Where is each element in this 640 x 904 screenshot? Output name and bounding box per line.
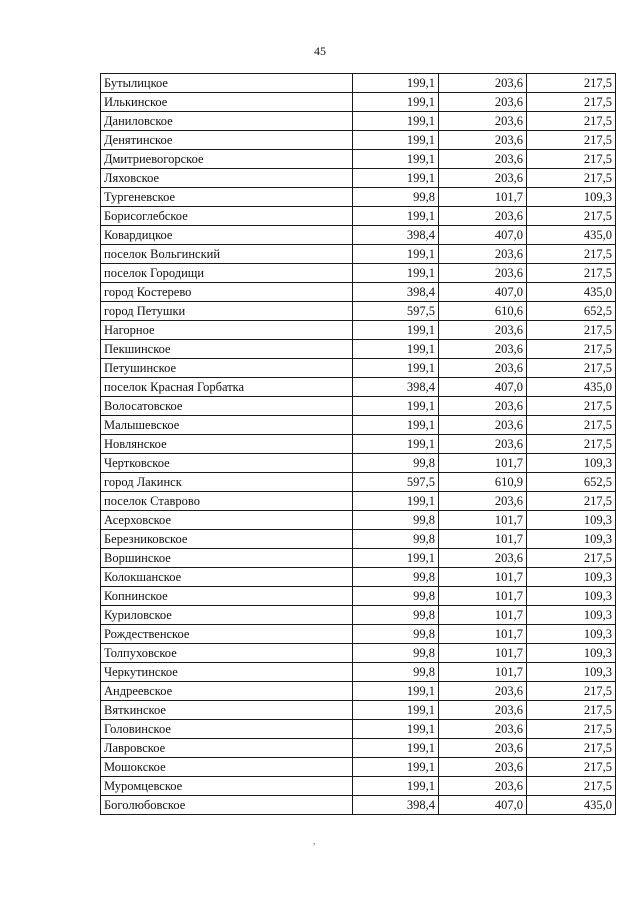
- settlement-name-cell: поселок Городищи: [101, 264, 353, 283]
- table-row: [101, 131, 616, 150]
- value-cell-1: 398,4: [353, 283, 439, 302]
- value-cell-3: 217,5: [527, 492, 616, 511]
- value-cell-2: 610,6: [439, 302, 527, 321]
- value-cell-2: 203,6: [439, 549, 527, 568]
- value-cell-2: 203,6: [439, 682, 527, 701]
- table-body: [101, 74, 616, 815]
- value-cell-1: 199,1: [353, 397, 439, 416]
- value-cell-3: 217,5: [527, 264, 616, 283]
- value-cell-2: 203,6: [439, 720, 527, 739]
- table-row: [101, 530, 616, 549]
- value-cell-2: 101,7: [439, 188, 527, 207]
- value-cell-1: 597,5: [353, 302, 439, 321]
- value-cell-1: 199,1: [353, 435, 439, 454]
- value-cell-1: 99,8: [353, 587, 439, 606]
- value-cell-1: 99,8: [353, 530, 439, 549]
- value-cell-2: 203,6: [439, 777, 527, 796]
- table-row: [101, 188, 616, 207]
- value-cell-2: 101,7: [439, 511, 527, 530]
- value-cell-2: 101,7: [439, 625, 527, 644]
- value-cell-3: 109,3: [527, 511, 616, 530]
- value-cell-1: 199,1: [353, 682, 439, 701]
- value-cell-3: 217,5: [527, 245, 616, 264]
- allocation-table: [100, 73, 616, 815]
- settlement-name-cell: Куриловское: [101, 606, 353, 625]
- value-cell-1: 398,4: [353, 796, 439, 815]
- value-cell-3: 652,5: [527, 473, 616, 492]
- table-row: [101, 473, 616, 492]
- settlement-name-cell: Копнинское: [101, 587, 353, 606]
- value-cell-1: 199,1: [353, 245, 439, 264]
- value-cell-2: 407,0: [439, 283, 527, 302]
- value-cell-3: 217,5: [527, 777, 616, 796]
- value-cell-3: 435,0: [527, 226, 616, 245]
- value-cell-2: 203,6: [439, 416, 527, 435]
- table-row: [101, 587, 616, 606]
- value-cell-1: 99,8: [353, 188, 439, 207]
- table-row: [101, 701, 616, 720]
- value-cell-1: 199,1: [353, 720, 439, 739]
- table-row: [101, 606, 616, 625]
- settlement-name-cell: Березниковское: [101, 530, 353, 549]
- value-cell-3: 217,5: [527, 340, 616, 359]
- value-cell-1: 199,1: [353, 758, 439, 777]
- value-cell-3: 217,5: [527, 720, 616, 739]
- value-cell-2: 610,9: [439, 473, 527, 492]
- value-cell-3: 217,5: [527, 321, 616, 340]
- value-cell-3: 109,3: [527, 188, 616, 207]
- value-cell-1: 398,4: [353, 378, 439, 397]
- table-row: [101, 625, 616, 644]
- settlement-name-cell: Воршинское: [101, 549, 353, 568]
- table-row: [101, 758, 616, 777]
- value-cell-3: 217,5: [527, 74, 616, 93]
- table-row: [101, 283, 616, 302]
- value-cell-2: 203,6: [439, 131, 527, 150]
- settlement-name-cell: Даниловское: [101, 112, 353, 131]
- value-cell-2: 203,6: [439, 758, 527, 777]
- value-cell-1: 199,1: [353, 264, 439, 283]
- settlement-name-cell: Андреевское: [101, 682, 353, 701]
- value-cell-1: 597,5: [353, 473, 439, 492]
- table-row: [101, 492, 616, 511]
- stray-mark: ,: [313, 836, 316, 846]
- value-cell-2: 101,7: [439, 530, 527, 549]
- value-cell-1: 199,1: [353, 74, 439, 93]
- value-cell-3: 217,5: [527, 112, 616, 131]
- table-row: [101, 245, 616, 264]
- value-cell-3: 109,3: [527, 530, 616, 549]
- settlement-name-cell: Ляховское: [101, 169, 353, 188]
- settlement-name-cell: Рождественское: [101, 625, 353, 644]
- value-cell-3: 109,3: [527, 454, 616, 473]
- value-cell-2: 203,6: [439, 492, 527, 511]
- value-cell-3: 217,5: [527, 682, 616, 701]
- table-row: [101, 74, 616, 93]
- value-cell-3: 217,5: [527, 416, 616, 435]
- value-cell-3: 435,0: [527, 283, 616, 302]
- value-cell-2: 203,6: [439, 739, 527, 758]
- settlement-name-cell: Бутылицкое: [101, 74, 353, 93]
- settlement-name-cell: Пекшинское: [101, 340, 353, 359]
- table-row: [101, 226, 616, 245]
- value-cell-1: 199,1: [353, 131, 439, 150]
- settlement-name-cell: Нагорное: [101, 321, 353, 340]
- value-cell-3: 109,3: [527, 606, 616, 625]
- settlement-name-cell: Лавровское: [101, 739, 353, 758]
- value-cell-3: 217,5: [527, 739, 616, 758]
- value-cell-2: 203,6: [439, 93, 527, 112]
- table-row: [101, 739, 616, 758]
- value-cell-3: 109,3: [527, 625, 616, 644]
- settlement-name-cell: Мошокское: [101, 758, 353, 777]
- value-cell-2: 101,7: [439, 644, 527, 663]
- value-cell-1: 199,1: [353, 340, 439, 359]
- value-cell-2: 101,7: [439, 454, 527, 473]
- value-cell-1: 199,1: [353, 701, 439, 720]
- table-row: [101, 340, 616, 359]
- settlement-name-cell: Вяткинское: [101, 701, 353, 720]
- table-row: [101, 264, 616, 283]
- value-cell-1: 199,1: [353, 492, 439, 511]
- settlement-name-cell: Петушинское: [101, 359, 353, 378]
- value-cell-1: 199,1: [353, 93, 439, 112]
- table-row: [101, 112, 616, 131]
- table-row: [101, 454, 616, 473]
- value-cell-2: 407,0: [439, 796, 527, 815]
- value-cell-3: 217,5: [527, 150, 616, 169]
- value-cell-1: 99,8: [353, 511, 439, 530]
- table-row: [101, 207, 616, 226]
- settlement-name-cell: Денятинское: [101, 131, 353, 150]
- value-cell-3: 109,3: [527, 587, 616, 606]
- value-cell-3: 109,3: [527, 663, 616, 682]
- value-cell-1: 199,1: [353, 777, 439, 796]
- value-cell-2: 101,7: [439, 568, 527, 587]
- table-row: [101, 435, 616, 454]
- value-cell-3: 217,5: [527, 207, 616, 226]
- table-row: [101, 720, 616, 739]
- value-cell-1: 199,1: [353, 359, 439, 378]
- settlement-name-cell: Толпуховское: [101, 644, 353, 663]
- value-cell-1: 199,1: [353, 112, 439, 131]
- settlement-name-cell: Дмитриевогорское: [101, 150, 353, 169]
- settlement-name-cell: поселок Красная Горбатка: [101, 378, 353, 397]
- value-cell-1: 199,1: [353, 207, 439, 226]
- table-row: [101, 796, 616, 815]
- settlement-name-cell: Новлянское: [101, 435, 353, 454]
- value-cell-3: 217,5: [527, 359, 616, 378]
- value-cell-3: 109,3: [527, 644, 616, 663]
- value-cell-2: 203,6: [439, 112, 527, 131]
- value-cell-2: 407,0: [439, 378, 527, 397]
- value-cell-3: 217,5: [527, 93, 616, 112]
- settlement-name-cell: город Петушки: [101, 302, 353, 321]
- value-cell-3: 217,5: [527, 397, 616, 416]
- settlement-name-cell: Головинское: [101, 720, 353, 739]
- value-cell-1: 199,1: [353, 150, 439, 169]
- value-cell-2: 203,6: [439, 169, 527, 188]
- value-cell-3: 109,3: [527, 568, 616, 587]
- table-row: [101, 568, 616, 587]
- settlement-name-cell: поселок Вольгинский: [101, 245, 353, 264]
- value-cell-2: 203,6: [439, 701, 527, 720]
- value-cell-3: 217,5: [527, 701, 616, 720]
- table-row: [101, 777, 616, 796]
- table-row: [101, 169, 616, 188]
- page-number: 45: [314, 44, 326, 58]
- value-cell-1: 199,1: [353, 739, 439, 758]
- settlement-name-cell: Волосатовское: [101, 397, 353, 416]
- settlement-name-cell: Ковардицкое: [101, 226, 353, 245]
- value-cell-3: 217,5: [527, 169, 616, 188]
- value-cell-3: 435,0: [527, 378, 616, 397]
- settlement-name-cell: Борисоглебское: [101, 207, 353, 226]
- value-cell-2: 203,6: [439, 435, 527, 454]
- table-row: [101, 549, 616, 568]
- value-cell-2: 203,6: [439, 74, 527, 93]
- value-cell-2: 203,6: [439, 321, 527, 340]
- table-row: [101, 416, 616, 435]
- value-cell-1: 398,4: [353, 226, 439, 245]
- value-cell-1: 199,1: [353, 549, 439, 568]
- value-cell-2: 203,6: [439, 397, 527, 416]
- table-row: [101, 378, 616, 397]
- value-cell-2: 203,6: [439, 245, 527, 264]
- settlement-name-cell: поселок Ставрово: [101, 492, 353, 511]
- value-cell-3: 217,5: [527, 131, 616, 150]
- value-cell-2: 203,6: [439, 207, 527, 226]
- value-cell-3: 652,5: [527, 302, 616, 321]
- settlement-name-cell: Муромцевское: [101, 777, 353, 796]
- value-cell-3: 217,5: [527, 758, 616, 777]
- value-cell-3: 435,0: [527, 796, 616, 815]
- settlement-name-cell: город Костерево: [101, 283, 353, 302]
- table-row: [101, 93, 616, 112]
- settlement-name-cell: Тургеневское: [101, 188, 353, 207]
- value-cell-1: 99,8: [353, 625, 439, 644]
- value-cell-2: 203,6: [439, 340, 527, 359]
- value-cell-1: 99,8: [353, 644, 439, 663]
- table-row: [101, 321, 616, 340]
- value-cell-1: 199,1: [353, 416, 439, 435]
- table-row: [101, 302, 616, 321]
- settlement-name-cell: Илькинское: [101, 93, 353, 112]
- value-cell-2: 203,6: [439, 359, 527, 378]
- value-cell-2: 101,7: [439, 663, 527, 682]
- table-row: [101, 359, 616, 378]
- settlement-name-cell: Черкутинское: [101, 663, 353, 682]
- value-cell-2: 101,7: [439, 587, 527, 606]
- value-cell-1: 99,8: [353, 568, 439, 587]
- value-cell-1: 99,8: [353, 606, 439, 625]
- value-cell-1: 99,8: [353, 454, 439, 473]
- value-cell-2: 203,6: [439, 150, 527, 169]
- table-row: [101, 397, 616, 416]
- settlement-name-cell: Колокшанское: [101, 568, 353, 587]
- table-row: [101, 511, 616, 530]
- table-row: [101, 663, 616, 682]
- value-cell-1: 99,8: [353, 663, 439, 682]
- value-cell-2: 407,0: [439, 226, 527, 245]
- settlement-name-cell: Боголюбовское: [101, 796, 353, 815]
- value-cell-3: 217,5: [527, 435, 616, 454]
- value-cell-2: 101,7: [439, 606, 527, 625]
- value-cell-1: 199,1: [353, 321, 439, 340]
- settlement-name-cell: Чертковское: [101, 454, 353, 473]
- table-row: [101, 150, 616, 169]
- value-cell-3: 217,5: [527, 549, 616, 568]
- table-row: [101, 682, 616, 701]
- settlement-name-cell: город Лакинск: [101, 473, 353, 492]
- settlement-name-cell: Асерховское: [101, 511, 353, 530]
- value-cell-1: 199,1: [353, 169, 439, 188]
- value-cell-2: 203,6: [439, 264, 527, 283]
- settlement-name-cell: Малышевское: [101, 416, 353, 435]
- table-row: [101, 644, 616, 663]
